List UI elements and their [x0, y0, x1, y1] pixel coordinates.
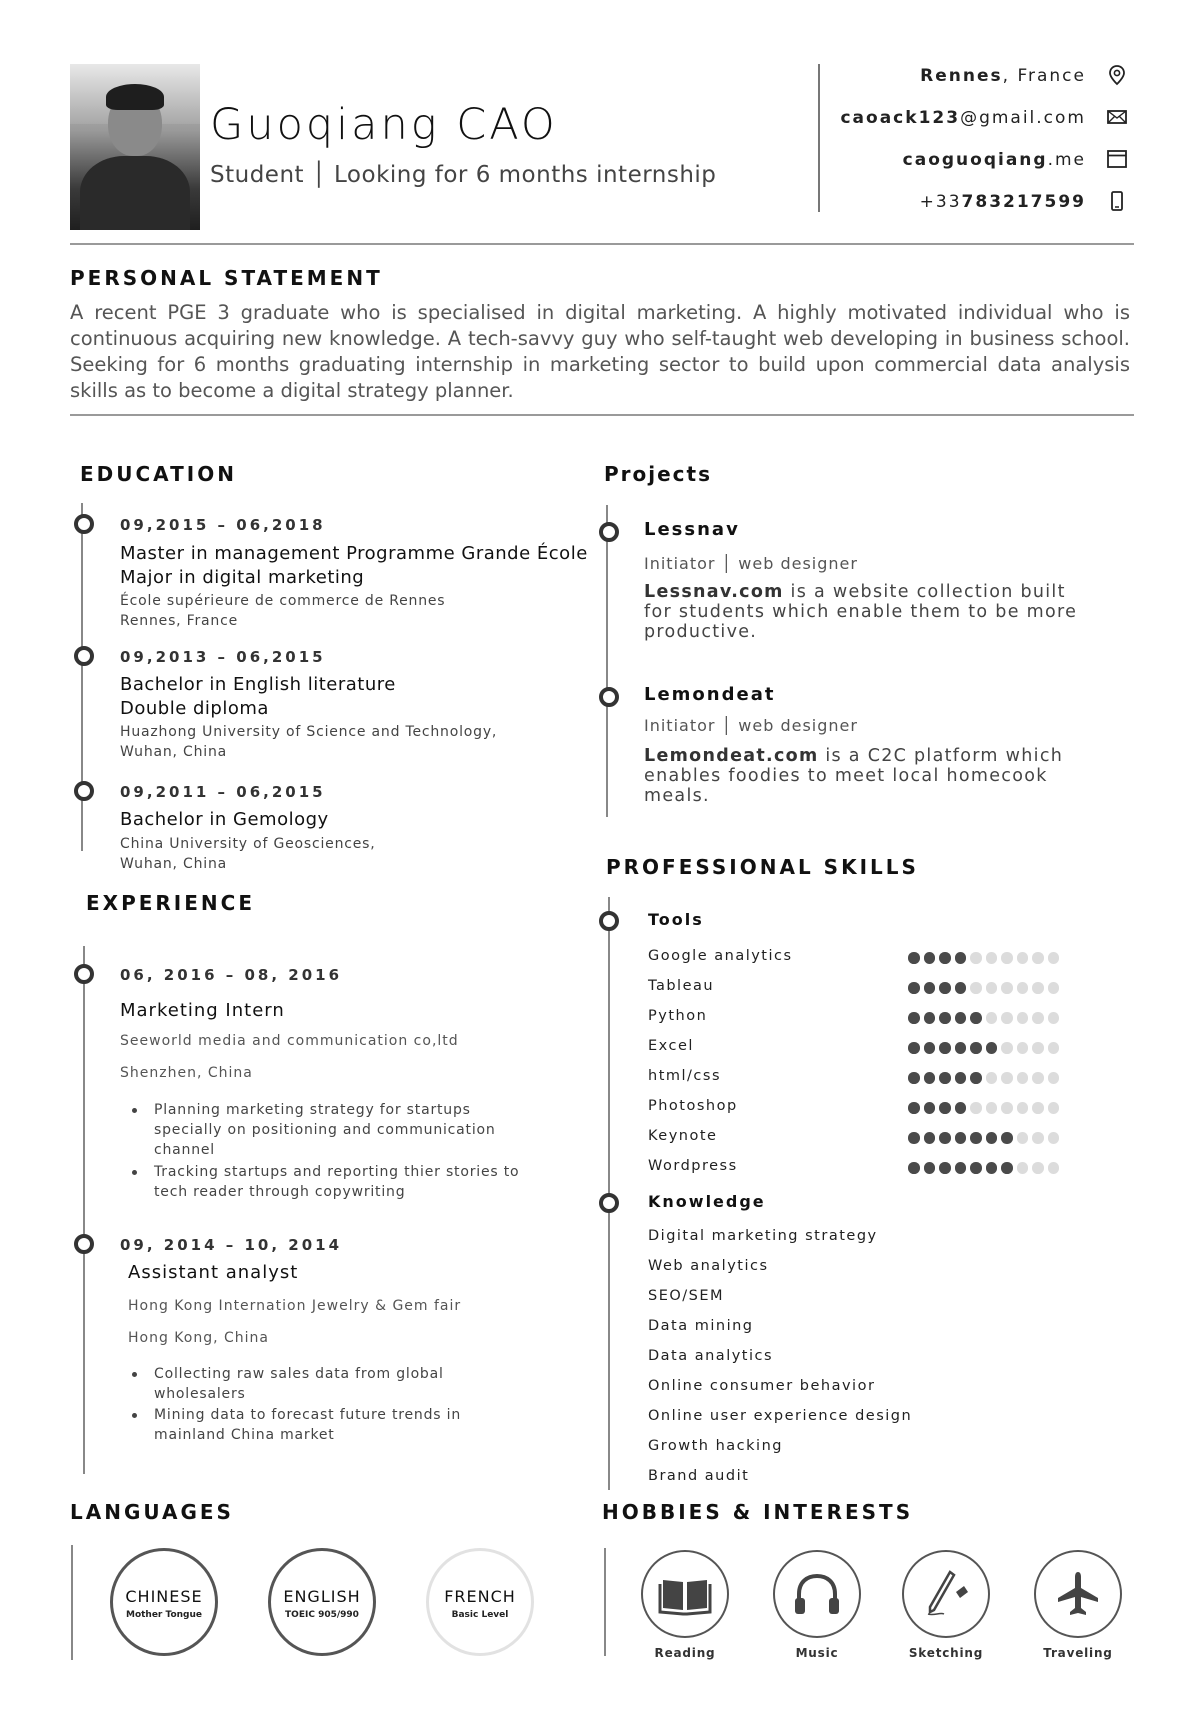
- skill-rating: [908, 952, 1059, 964]
- rating-dot: [1048, 952, 1060, 964]
- hobby-music: [773, 1550, 861, 1638]
- rating-dot: [924, 1132, 936, 1144]
- rating-dot: [955, 1042, 967, 1054]
- rating-dot: [1017, 1132, 1029, 1144]
- experience-timeline: [83, 946, 85, 1474]
- location-pin-icon: [1106, 64, 1128, 86]
- skill-rating: [908, 1102, 1059, 1114]
- experience-date: 09, 2014 – 10, 2014: [120, 1236, 343, 1254]
- rating-dot: [939, 1162, 951, 1174]
- profile-photo: [70, 64, 200, 230]
- education-degree: Bachelor in English literature: [120, 674, 396, 695]
- rating-dot: [986, 982, 998, 994]
- rating-dot: [955, 982, 967, 994]
- rating-dot: [908, 1072, 920, 1084]
- hobby-reading: [641, 1550, 729, 1638]
- rating-dot: [955, 1102, 967, 1114]
- rating-dot: [939, 1072, 951, 1084]
- experience-role: Marketing Intern: [120, 1000, 285, 1021]
- rating-dot: [939, 1132, 951, 1144]
- timeline-dot: [74, 1234, 94, 1254]
- timeline-dot: [599, 1193, 619, 1213]
- rating-dot: [1032, 952, 1044, 964]
- subtitle: Student │ Looking for 6 months internship: [210, 162, 717, 188]
- rating-dot: [1017, 1102, 1029, 1114]
- contact-email[interactable]: caoack123@gmail.com: [840, 108, 1086, 128]
- timeline-dot: [599, 911, 619, 931]
- education-date: 09,2013 – 06,2015: [120, 648, 326, 666]
- skill-rating: [908, 1042, 1059, 1054]
- project-description: Lessnav.com is a website collection built for students which enable them to be more productive.: [644, 582, 1078, 642]
- rating-dot: [986, 1012, 998, 1024]
- timeline-dot: [74, 964, 94, 984]
- rating-dot: [970, 1042, 982, 1054]
- rating-dot: [986, 1132, 998, 1144]
- knowledge-item: Online user experience design: [648, 1408, 913, 1424]
- rating-dot: [955, 1162, 967, 1174]
- experience-bullet: Collecting raw sales data from global wholesalers: [154, 1364, 534, 1404]
- rating-dot: [908, 952, 920, 964]
- rating-dot: [1048, 1162, 1060, 1174]
- contact-website[interactable]: caoguoqiang.me: [902, 150, 1086, 170]
- rating-dot: [1001, 1012, 1013, 1024]
- tools-heading: Tools: [648, 910, 704, 929]
- rating-dot: [1017, 1042, 1029, 1054]
- rating-dot: [1001, 952, 1013, 964]
- hobby-label: Sketching: [908, 1646, 984, 1660]
- rating-dot: [1032, 1132, 1044, 1144]
- project-name: Lessnav: [644, 519, 740, 540]
- rating-dot: [1048, 1042, 1060, 1054]
- rating-dot: [1001, 1162, 1013, 1174]
- hobbies-rule: [604, 1548, 606, 1656]
- timeline-dot: [74, 781, 94, 801]
- project-role: Initiator │ web designer: [644, 716, 858, 735]
- rating-dot: [955, 1072, 967, 1084]
- pencil-icon: [904, 1552, 988, 1636]
- knowledge-item: Brand audit: [648, 1468, 750, 1484]
- rating-dot: [924, 1012, 936, 1024]
- experience-bullet: Planning marketing strategy for startups specially on positioning and communication channel: [154, 1100, 534, 1160]
- rating-dot: [939, 952, 951, 964]
- project-role: Initiator │ web designer: [644, 554, 858, 573]
- projects-timeline: [606, 505, 608, 817]
- rating-dot: [955, 952, 967, 964]
- book-icon: [643, 1552, 727, 1636]
- rating-dot: [1001, 1042, 1013, 1054]
- education-school: Huazhong University of Science and Technology,: [120, 724, 498, 740]
- experience-heading: EXPERIENCE: [86, 891, 255, 915]
- rating-dot: [986, 1102, 998, 1114]
- rating-dot: [1001, 1102, 1013, 1114]
- contact-location: Rennes, France: [920, 66, 1086, 86]
- browser-window-icon: [1106, 148, 1128, 170]
- rating-dot: [1017, 982, 1029, 994]
- contact-phone: +33783217599: [919, 192, 1086, 212]
- timeline-dot: [74, 646, 94, 666]
- headphones-icon: [775, 1552, 859, 1636]
- rating-dot: [986, 952, 998, 964]
- rating-dot: [986, 1162, 998, 1174]
- tool-label: Excel: [648, 1038, 694, 1054]
- language-level: TOEIC 905/990: [285, 1610, 359, 1620]
- rating-dot: [970, 982, 982, 994]
- tool-label: Photoshop: [648, 1098, 738, 1114]
- rating-dot: [908, 1012, 920, 1024]
- hobby-label: Traveling: [1043, 1646, 1113, 1660]
- rating-dot: [1017, 1072, 1029, 1084]
- skill-rating: [908, 1162, 1059, 1174]
- header-rule: [70, 243, 1134, 245]
- education-date: 09,2011 – 06,2015: [120, 783, 326, 801]
- language-level: Basic Level: [451, 1610, 509, 1620]
- rating-dot: [939, 982, 951, 994]
- education-school: École supérieure de commerce de Rennes: [120, 593, 446, 609]
- rating-dot: [1032, 1042, 1044, 1054]
- rating-dot: [939, 1042, 951, 1054]
- mobile-phone-icon: [1106, 190, 1128, 212]
- rating-dot: [939, 1012, 951, 1024]
- rating-dot: [1048, 1132, 1060, 1144]
- projects-heading: Projects: [604, 462, 713, 486]
- rating-dot: [1048, 1102, 1060, 1114]
- language-english: [268, 1548, 376, 1656]
- education-location: Rennes, France: [120, 613, 239, 629]
- rating-dot: [955, 1012, 967, 1024]
- knowledge-item: Data analytics: [648, 1348, 774, 1364]
- education-major: Major in digital marketing: [120, 567, 365, 588]
- rating-dot: [1032, 1072, 1044, 1084]
- language-name: FRENCH: [444, 1587, 516, 1606]
- rating-dot: [1032, 1162, 1044, 1174]
- knowledge-item: Web analytics: [648, 1258, 769, 1274]
- statement-text: A recent PGE 3 graduate who is specialised in digital marketing. A highly motivated individual who is continuous acquiring new knowledge. A tech-savvy guy who self-taught web developing in business school. Seeking for 6 months graduating internship in marketing sector to build upon commercial data analysis skills as to become a digital strategy planner.: [70, 301, 1130, 402]
- rating-dot: [908, 1132, 920, 1144]
- rating-dot: [1017, 1012, 1029, 1024]
- hobby-traveling: [1034, 1550, 1122, 1638]
- language-name: ENGLISH: [283, 1587, 361, 1606]
- knowledge-item: SEO/SEM: [648, 1288, 725, 1304]
- tool-label: Tableau: [648, 978, 715, 994]
- project-link[interactable]: Lemondeat.com: [644, 746, 819, 766]
- rating-dot: [1017, 1162, 1029, 1174]
- project-description: Lemondeat.com is a C2C platform which enables foodies to meet local homecook meals.: [644, 746, 1064, 806]
- education-degree: Master in management Programme Grande École: [120, 543, 588, 564]
- header-divider: [818, 64, 820, 212]
- knowledge-item: Online consumer behavior: [648, 1378, 876, 1394]
- rating-dot: [970, 1072, 982, 1084]
- hobby-sketching: [902, 1550, 990, 1638]
- rating-dot: [1032, 1102, 1044, 1114]
- rating-dot: [1048, 1012, 1060, 1024]
- education-date: 09,2015 – 06,2018: [120, 516, 326, 534]
- tool-label: Keynote: [648, 1128, 718, 1144]
- rating-dot: [1017, 952, 1029, 964]
- rating-dot: [939, 1102, 951, 1114]
- language-french: [426, 1548, 534, 1656]
- mail-icon: [1106, 106, 1128, 128]
- project-link[interactable]: Lessnav.com: [644, 582, 784, 602]
- rating-dot: [1032, 1012, 1044, 1024]
- rating-dot: [908, 1102, 920, 1114]
- rating-dot: [1032, 982, 1044, 994]
- hobbies-heading: HOBBIES & INTERESTS: [602, 1500, 914, 1524]
- education-heading: EDUCATION: [80, 462, 237, 486]
- rating-dot: [908, 1162, 920, 1174]
- skill-rating: [908, 1132, 1059, 1144]
- rating-dot: [924, 952, 936, 964]
- timeline-dot: [74, 514, 94, 534]
- skills-heading: PROFESSIONAL SKILLS: [606, 855, 919, 879]
- experience-location: Shenzhen, China: [120, 1065, 253, 1081]
- rating-dot: [1001, 982, 1013, 994]
- experience-bullet: Mining data to forecast future trends in mainland China market: [154, 1405, 534, 1445]
- rating-dot: [924, 982, 936, 994]
- tool-label: html/css: [648, 1068, 721, 1084]
- rating-dot: [1001, 1072, 1013, 1084]
- experience-bullet: Tracking startups and reporting thier stories to tech reader through copywriting: [154, 1162, 534, 1202]
- rating-dot: [924, 1072, 936, 1084]
- hobby-label: Music: [795, 1646, 839, 1660]
- experience-company: Seeworld media and communication co,ltd: [120, 1033, 459, 1049]
- languages-rule: [71, 1545, 73, 1660]
- tool-label: Python: [648, 1008, 708, 1024]
- language-name: CHINESE: [125, 1587, 203, 1606]
- rating-dot: [986, 1042, 998, 1054]
- skill-rating: [908, 982, 1059, 994]
- languages-heading: LANGUAGES: [70, 1500, 234, 1524]
- statement-heading: PERSONAL STATEMENT: [70, 266, 383, 290]
- skill-rating: [908, 1072, 1059, 1084]
- education-school: China University of Geosciences,: [120, 836, 376, 852]
- tool-label: Google analytics: [648, 948, 793, 964]
- experience-company: Hong Kong Internation Jewelry & Gem fair: [128, 1298, 462, 1314]
- language-chinese: [110, 1548, 218, 1656]
- rating-dot: [924, 1042, 936, 1054]
- rating-dot: [955, 1132, 967, 1144]
- knowledge-item: Growth hacking: [648, 1438, 783, 1454]
- education-major: Double diploma: [120, 698, 269, 719]
- rating-dot: [970, 1012, 982, 1024]
- education-location: Wuhan, China: [120, 856, 228, 872]
- rating-dot: [970, 1102, 982, 1114]
- knowledge-item: Digital marketing strategy: [648, 1228, 878, 1244]
- rating-dot: [986, 1072, 998, 1084]
- rating-dot: [970, 1132, 982, 1144]
- language-level: Mother Tongue: [125, 1610, 202, 1620]
- name-title: Guoqiang CAO: [210, 100, 558, 150]
- rating-dot: [924, 1162, 936, 1174]
- hobby-label: Reading: [654, 1646, 716, 1660]
- skill-rating: [908, 1012, 1059, 1024]
- knowledge-heading: Knowledge: [648, 1192, 766, 1211]
- rating-dot: [924, 1102, 936, 1114]
- rating-dot: [908, 1042, 920, 1054]
- education-degree: Bachelor in Gemology: [120, 809, 329, 830]
- rating-dot: [1048, 982, 1060, 994]
- statement-rule: [70, 414, 1134, 416]
- airplane-icon: [1036, 1552, 1120, 1636]
- experience-date: 06, 2016 – 08, 2016: [120, 966, 343, 984]
- tool-label: Wordpress: [648, 1158, 738, 1174]
- education-location: Wuhan, China: [120, 744, 228, 760]
- rating-dot: [908, 982, 920, 994]
- rating-dot: [1048, 1072, 1060, 1084]
- knowledge-item: Data mining: [648, 1318, 754, 1334]
- timeline-dot: [599, 522, 619, 542]
- rating-dot: [1001, 1132, 1013, 1144]
- rating-dot: [970, 1162, 982, 1174]
- experience-role: Assistant analyst: [128, 1262, 299, 1283]
- project-name: Lemondeat: [644, 684, 776, 705]
- timeline-dot: [599, 687, 619, 707]
- experience-location: Hong Kong, China: [128, 1330, 270, 1346]
- rating-dot: [970, 952, 982, 964]
